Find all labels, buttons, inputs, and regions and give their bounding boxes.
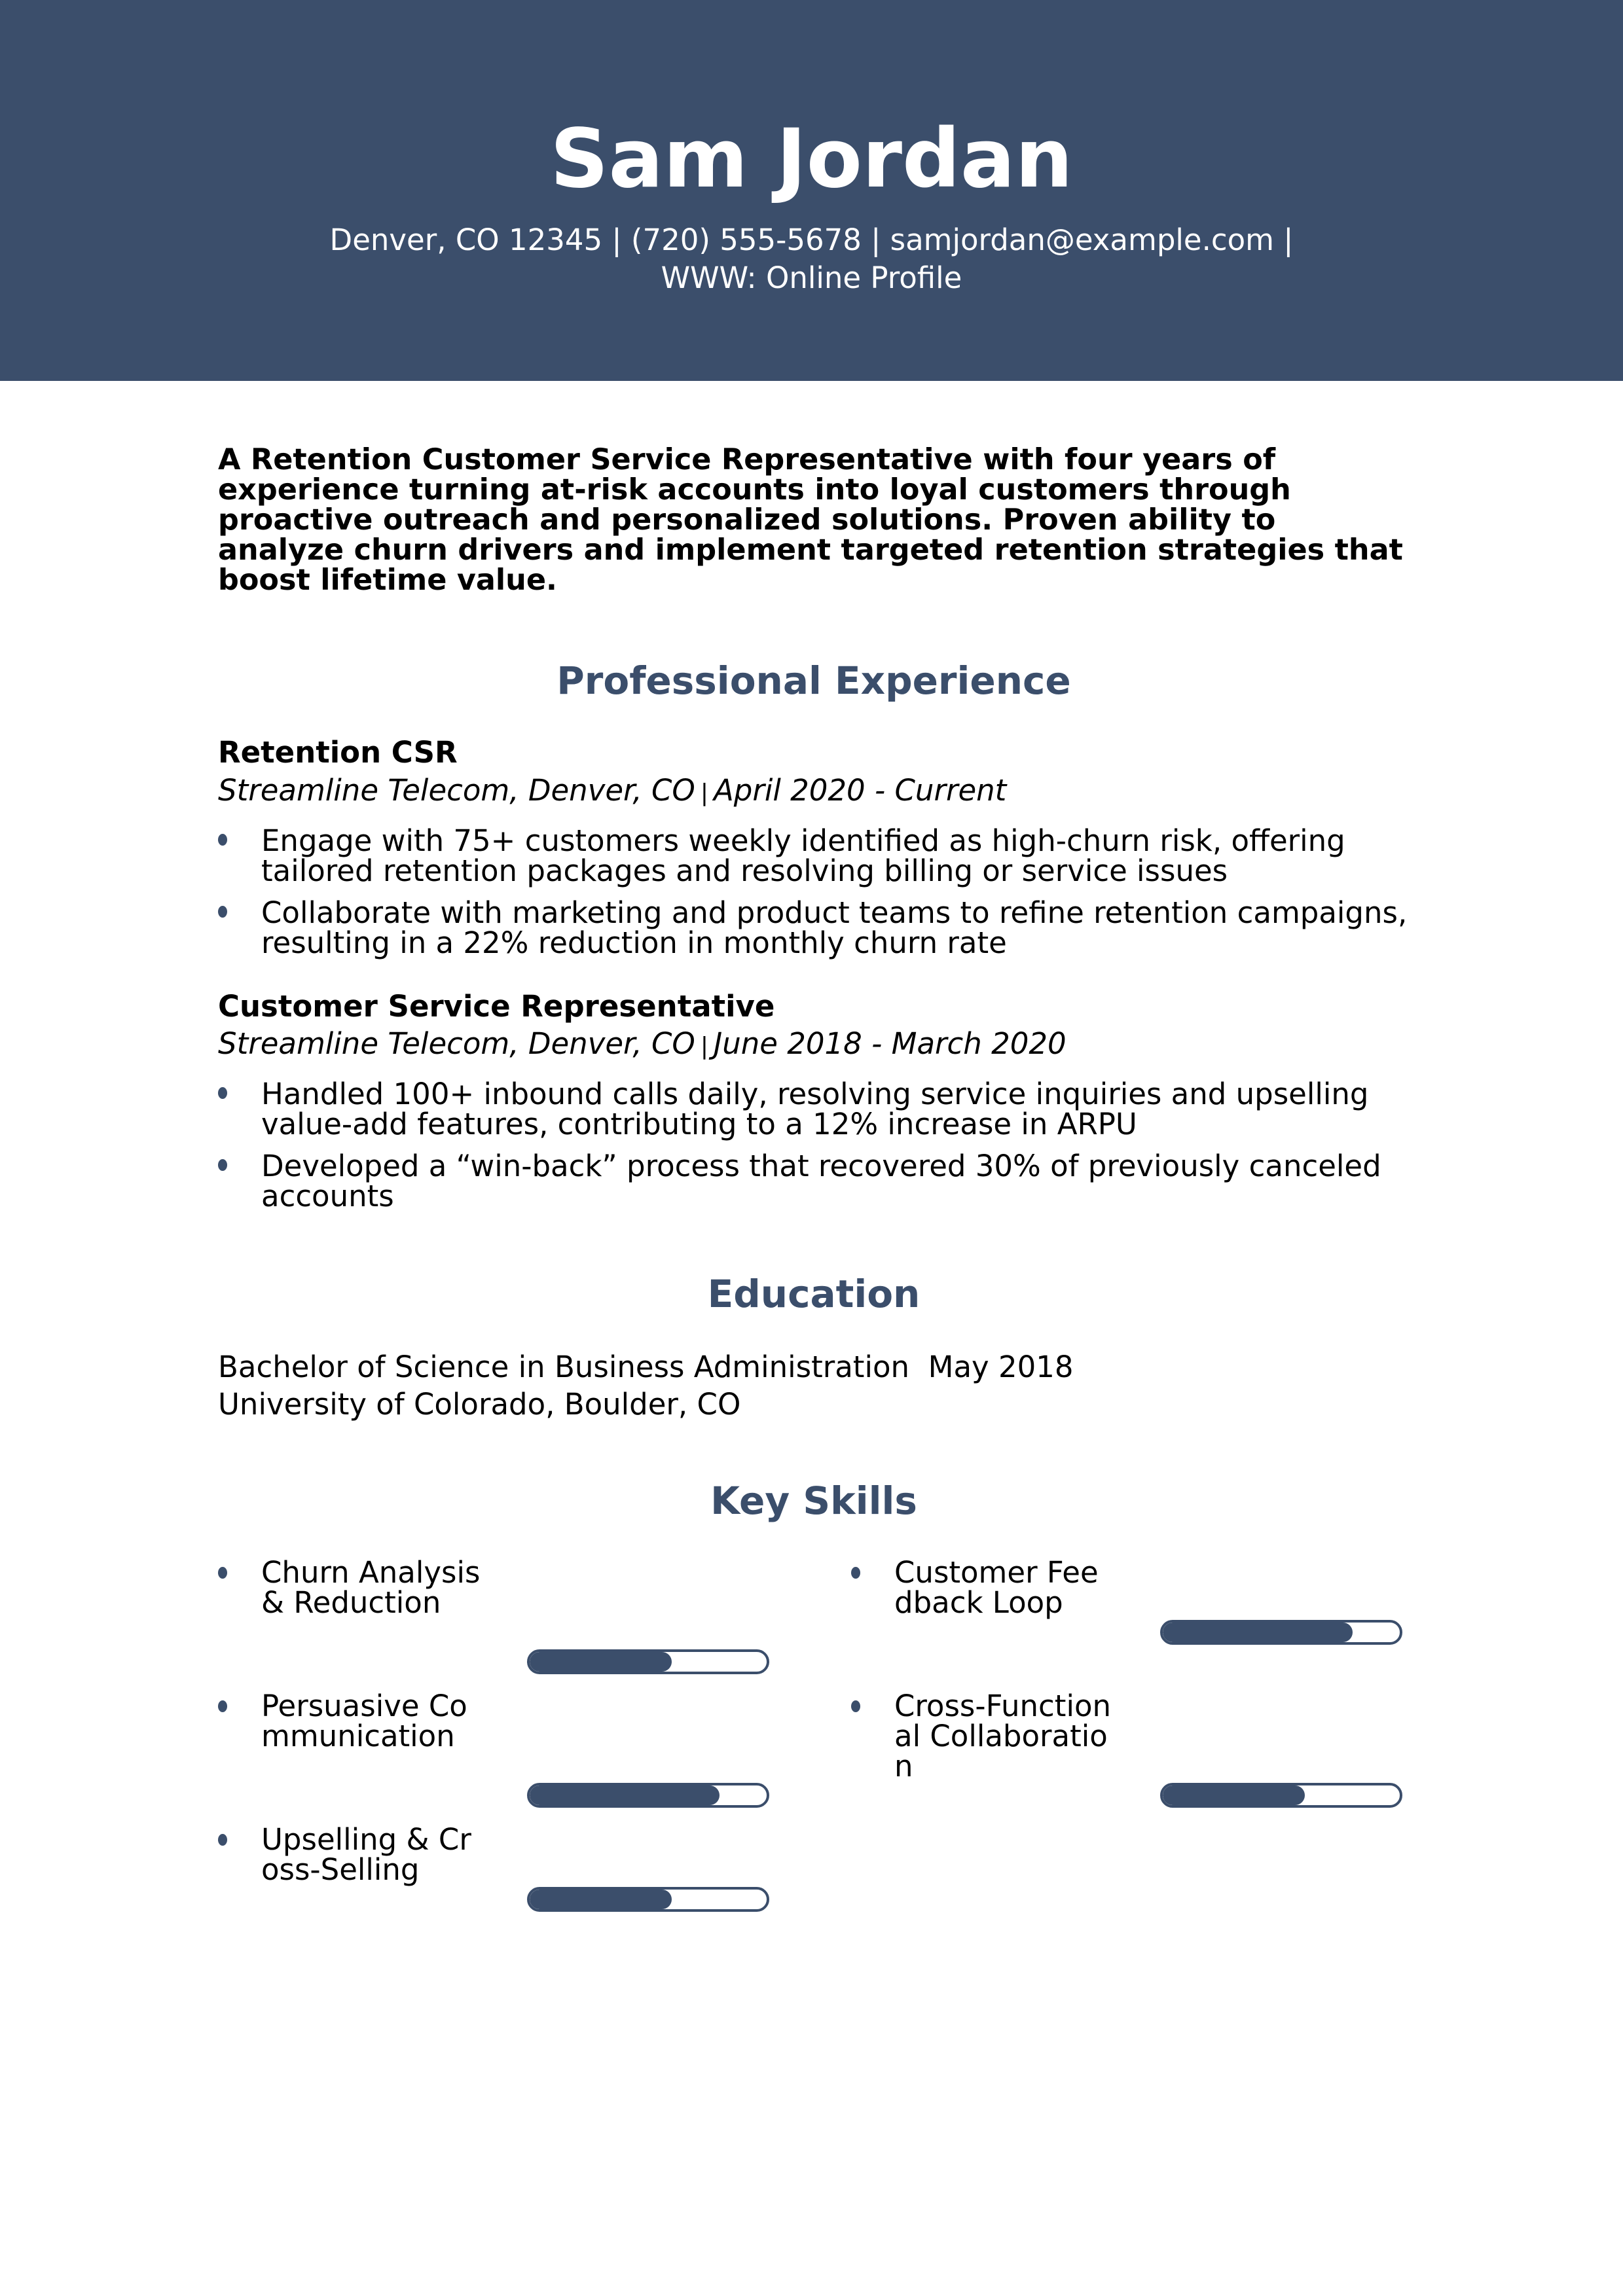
online-profile-link[interactable]: WWW: Online Profile [661, 260, 962, 295]
skill-level-bar [527, 1783, 769, 1808]
bullet-icon [851, 1567, 860, 1579]
list-item [218, 1151, 1410, 1211]
bullet-icon [218, 1700, 227, 1712]
section-title-skills: Key Skills [710, 1479, 917, 1523]
skill-level-bar [1160, 1620, 1402, 1645]
bullet-text: Developed a “win-back” process that recovered 30% of previously canceled accounts [261, 1149, 1381, 1213]
skill-level-fill [530, 1652, 672, 1672]
candidate-name: Sam Jordan [550, 112, 1073, 206]
bullet-icon [218, 906, 227, 918]
bullet-text: Collaborate with marketing and product teams to refine retention campaigns, resulting in a 22% reduction in monthly churn rate [261, 895, 1408, 960]
bullet-icon [218, 1834, 227, 1846]
education-school: University of Colorado, Boulder, CO [218, 1387, 741, 1422]
job-title: Customer Service Representative [218, 989, 775, 1024]
section-title-experience: Professional Experience [556, 658, 1071, 703]
separator: | [700, 780, 708, 806]
skill-level-bar [1160, 1783, 1402, 1808]
job-dates: April 2020 - Current [713, 773, 1007, 808]
job-meta [218, 772, 1006, 812]
skill-level-bar [527, 1887, 769, 1912]
job-meta [218, 1026, 1067, 1065]
list-item [218, 823, 1410, 888]
list-item [218, 895, 1410, 960]
skill-level-fill [1163, 1623, 1353, 1642]
bullet-icon [218, 1087, 227, 1099]
job-bullets [218, 823, 1410, 970]
skill-label: Persuasive Communication [261, 1689, 467, 1753]
bullet-icon [218, 834, 227, 846]
job-dates: June 2018 - March 2020 [713, 1026, 1067, 1061]
job-title: Retention CSR [218, 735, 458, 770]
list-item [218, 1079, 1410, 1139]
professional-summary: A Retention Customer Service Representative with four years of experience turning at-risk accounts into loyal customers through proactive outreach and personalized solutions. Proven ability to analyze churn drivers and implement targeted retention strategies that boost lifetime value. [218, 443, 1403, 597]
contact-line: Denver, CO 12345 | (720) 555-5678 | samjordan@example.com | [329, 223, 1294, 257]
bullet-text: Handled 100+ inbound calls daily, resolving service inquiries and upselling value-add features, contributing to a 12% increase in ARPU [261, 1077, 1369, 1141]
education-degree-line [218, 1348, 1073, 1386]
skill-label: Cross-Functional Collaboration [894, 1689, 1111, 1784]
education-degree: Bachelor of Science in Business Administration [218, 1350, 910, 1384]
bullet-icon [218, 1567, 227, 1579]
bullet-icon [851, 1700, 860, 1712]
job-bullets [218, 1079, 1410, 1223]
skill-label: Churn Analysis & Reduction [261, 1555, 481, 1620]
section-title-education: Education [707, 1272, 921, 1316]
skill-level-fill [530, 1890, 672, 1909]
job-company: Streamline Telecom, Denver, CO [218, 773, 695, 808]
skill-label: Upselling & Cross-Selling [261, 1822, 471, 1887]
skill-level-fill [530, 1785, 720, 1805]
separator: | [700, 1033, 708, 1060]
skill-label: Customer Feedback Loop [894, 1555, 1099, 1620]
contact-info [0, 221, 1623, 297]
header-banner [0, 0, 1623, 381]
skill-level-bar [527, 1649, 769, 1674]
education-date: May 2018 [928, 1350, 1074, 1384]
bullet-text: Engage with 75+ customers weekly identified as high-churn risk, offering tailored retention packages and resolving billing or service issues [261, 823, 1345, 888]
skill-level-fill [1163, 1785, 1305, 1805]
job-company: Streamline Telecom, Denver, CO [218, 1026, 695, 1061]
bullet-icon [218, 1159, 227, 1171]
